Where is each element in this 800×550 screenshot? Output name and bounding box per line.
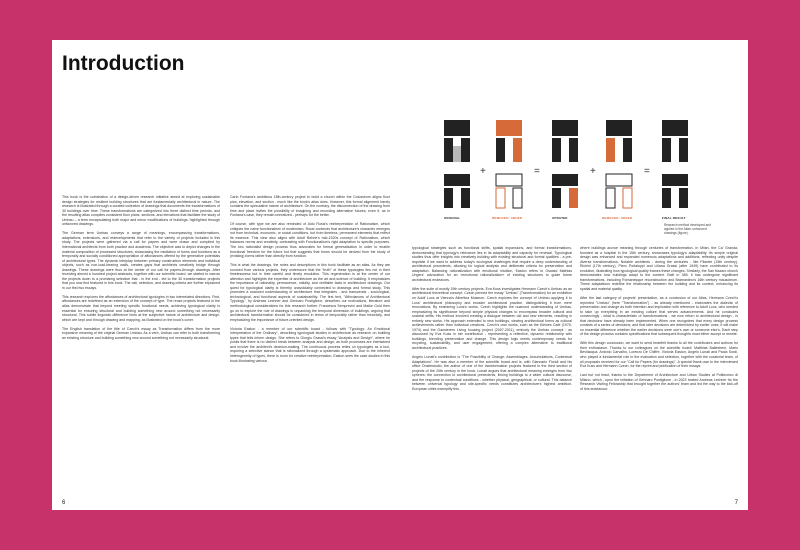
body-paragraph: Of course, with type we are also reminded of Aldo Rossi's reinterpretation of Rationalism, which critiques the naive functionalism of modernism. Rossi contends that architecture's character emerges not from technical, economic, or social conditions, but from timeless, permanent elements that reflect its essence. This view also aligns with Adolf Behne's mid-1920s concept of Rationalism, which balances norms and creativity, contrasting with Functionalism's rigid adaptation to specific purposes. The two rationalist design process thus advocates for formal generalization in order to enable functional freedom for the future but that suggests that forms should be derived from the study of (existing) forms rather than directly from function.: [230, 222, 390, 259]
body-paragraph: The English translation of the title of Czech's essay as Transformation differs from the more expansive meaning of the original German Umbau. As a verb, Umbau can refer to both transforming an existing structure and building something new around something not necessarily structural.: [62, 326, 220, 340]
right-column-1: [412, 246, 572, 496]
transformation-diagram: [440, 112, 740, 232]
left-page: [52, 40, 400, 510]
page-title: Introduction: [62, 52, 185, 75]
removed-added-step-graphic: [496, 120, 522, 208]
step-label-original: ORIGINAL: [444, 216, 461, 220]
body-paragraph: With this design conclusion, we want to send heartfelt thanks to all the contributors and authors for their enthusiasm. Thanks to our colleagues on the scientific board: Matthias Ballestrem, Mario Bevilacqua, Antonio Carvalho, Lorenzo De Chiffre, Victoria Easton, Angelo Lunati and Paola Sordi, who played a fundamental role in the evaluation and selection, together with the curatorial team, of all proposals received for our "Call for Papers (for drawings)". A special thank owe to the interviewed Eva Kuss and Hermann Czech, for the reprint and publication of their essays.: [580, 341, 738, 369]
body-paragraph: This book is the culmination of a design-driven research initiative aimed at exploring sustainable design strategies for resilient building structures that are fundamentally architectural in nature. The research is illustrated through a curated collection of drawings that documents the transformations of 30 buildings over time. These transformations are categorized into three distinct time periods, and the resulting atlas compiles consistent floor plans, sections, and elevations that facilitate the study of Umbau – a term encapsulating both major and minor modifications of buildings, highlighted through unfavored drawings.: [62, 195, 220, 227]
step-label-final-result: FINAL RESULT: [662, 216, 686, 220]
left-column-1: [62, 195, 220, 493]
body-paragraph: This research explores the affordances of architectural typologies in two interrelated directions. First, affordances are redefined as an extension of the concept of type. The reuse projects featured in the atlas demonstrate that beyond meeting specific functional needs, achieving typological clarity is essential for ensuring structural and building something new around something not necessarily structural. This subtle linguistic difference hints at the subjective nature of architecture and design, which are kept and through drawing and mapping, as illustrated on the book's cover.: [62, 294, 220, 322]
removed-added-step-2-graphic: [606, 120, 632, 208]
svg-text:+: +: [480, 166, 486, 177]
svg-text:=: =: [644, 166, 650, 177]
body-paragraph: typological strategies such as functional shifts, spatial expansions, and formal transformations, demonstrating that typology's relevance lies in its adaptability and capacity for renewal. Typological studies thus offer insights into creatively building with existing structural and formal qualities - a pre-requisite if we want to address today's ecological challenges that require a deep understanding of architectural precedents, allowing for logical analysis and deliberate criteria for preservation and adaptation. Balancing rationalization with emotional intuition, Easton refers to Oswald Mathias Ungers' advocation for an «emotional rationalization» of existing structures to guide future architectural endeavors.: [412, 246, 572, 282]
body-paragraph: This is what the drawings, the notes and descriptions in this book facilitate as an atlas. As they are sourced from various projects, they underscore that the "truth" of these typologies lies not in their timelessness but in their careful and timely resolution. This regeneration is at the center of our attention and highlights the expertise of architecture as the art and science of building. It emphasizes the importance of rationality, permanence, validity, and verifiable facts in architecture drawings. Our quest for typological clarity is thereby unavoidably connected to drawings and formal study. This promotes a nuanced understanding of architecture that integrates - and transcends - sociological, technological, and functional aspects of sustainability. The first text, "Affordances of Architectural Typology", by Andreas Lechner and Gennaro Postiglione, describes our motivations, literature and methodological considerations for this research further. Francesca Semprevivi and Maike Gold then go on to explore the role of drawings in unpacking the temporal dimension of buildings, arguing that architectural transformation should be considered in terms of temporality rather than historicity, and emphasizing the importance of future-oriented design.: [230, 263, 390, 322]
original-step-graphic: [444, 120, 470, 208]
left-column-2: [230, 195, 390, 493]
final-result-step-graphic: [662, 120, 688, 208]
right-page: [400, 40, 748, 510]
updated-step-graphic: [552, 120, 578, 208]
body-paragraph: After the suite of mostly 19th century projects, Eva Kuss investigates Hermann Czech's Umbau as an architectural theoretical concept. Czech penned the essay "Umbau" (Transformation) for an exhibition on Adolf Loos at Vienna's Albertina Museum. Czech explores the concept of Umbau applying it to Loos' architectural philosophy and broader architectural practice, distinguishing it from mere renovations. By examining Loos's works, Czech highlights the nuanced understanding of Umbau, emphasizing its significance beyond simple physical changes to encompass broader cultural and societal shifts. His method involved creating a dialogue between old and new elements, resulting in entirely new works. His approach extended to new buildings, viewing architectural forms as cultural achievements rather than individual creations. Czech's own works, such as the Kleines Café (1970-1974) and the Gansterers Living housing project (2007-2011), embody the Umbau concept - as discussed by Eva Kuss in her contribution - representing a reflective, dynamic relationship with buildings, blending preservation and change. This design logic meets contemporary needs for recycling, sustainability, and user engagement, offering a complex alternative to traditional architectural practices.: [412, 286, 572, 350]
step-label-updated: UPDATED: [552, 216, 568, 220]
right-column-2: [580, 246, 738, 496]
svg-text:+: +: [590, 166, 596, 177]
body-paragraph: Carlo Fontana's ambitious 18th-century project to build a church within the Colosseum aligns floor plan, elevation, and section - much like the book's atlas does. However, this formal alignment barely contains the speculative nature of architecture. On the contrary, the disconnection of the drawing from time and place invites the possibility of imagining and recording alternative futures, even if, as in Fontana's case, they remain unrealized - perhaps for the better.: [230, 195, 390, 218]
body-paragraph: Angelo Lunati's contribution is "The Possibility of Change: Assemblages, Accumulations, Contextual Adaptations". He was also a member of the scientific board and is, with Giancarlo Floridi and his office Onsitestudio, the author of one of the transformation projects featured in the third section of projects of the 20th century in the book. Lunati argues that architectural meaning emerges from two spheres: the connection to architectural precedents, linking buildings to a wider cultural discourse, and the response to contextual conditions - whether physical, geographical, or cultural. This balance between universal typology and site-specific needs constitutes architecture's highest ambition. European cities exemplify this,: [412, 355, 572, 391]
body-paragraph: where buildings accrue meaning through centuries of transformation. In Milan, the Ca' Granda, founded as a hospital in the 15th century, showcases typology's adaptability. Its simple original design was enhanced and expanded numerous adaptations and additions, reflecting unity despite diverse transformations. Notable architects - during the centuries - like Filarete (15th century), Richini (17th century), Piero Portaluppi and Liliana Grassi (after 1949) have contributed to its evolution, illustrating how typological quality frames these changes. Similarly, the San Nazaro church demonstrates how buildings adapt to the context. Built in 385, it has undergone significant transformations, including Romanesque reconstruction and Bramantino's 16th century mausoleum. These adaptations redefine the relationship between the building and its context, enhancing its spatial and material quality.: [580, 246, 738, 291]
body-paragraph: Last but not least, thanks to the Department of Architecture and Urban Studies at Politecnico di Milano, which - upon the initiation of Gennaro Postiglione - in 2023 hosted Andreas Lechner for the Research Visiting Fellowship that brought together the authors' team and led the way to the kick-off of this endeavour.: [580, 373, 738, 391]
research-method-figure: [440, 112, 740, 235]
body-paragraph: The German term Umbau conveys a range of meanings, encompassing transformations, adaptations, extensions, and redevelopments that refer to the variety of projects included in this study. The projects were gathered via a call for papers and were drawn and compiled by international architects from both practice and academia. The objective was to depict changes in the material composition of processed structures, showcasing the mediation of forms and functions as a temporally and socially conditioned appropriation of affordances offered by the generative potentials of architectural types. The dynamic interplay between primary construction elements and individual objects, such as non-load-bearing walls, creates gaps that architects creatively bridge through drawings. These drawings were thus at the center of our call for papers-through drawings. After receiving almost a hundred project abstracts, together with our scientific board, we started to narrow the projects down to a promising selection that - in the end - led to the 30 transformation projects that you now find featured in this book. The call, selection, and drawing criteria are further explained in our first two essays.: [62, 231, 220, 290]
body-paragraph: After the last category of projects' presentation, as a conclusion of our Atlas, Hermann Czech's reprinted "Umbau" (here "Transformation") - as already mentioned - elaborates the dialectic of preservation and change as both intention and implication with reference to Adolf Loos, who needed to take up everything in an existing culture that serves advancements. And he concludes convincingly - what is characteristic of transformations - we now return to architectural design - is that decisions have already been implemented. When one recognizes that every design process consists of a series of decisions, and that later decisions are determined by earlier ones, it will make no essential difference whether the earlier decisions were one's own or someone else's. Each step of the design process contains specifications that subsequent thoughts must either accept or rewrite.: [580, 295, 738, 337]
step-label-removed-added-2: REMOVED: ADDED: [602, 216, 633, 220]
page-number-right: 7: [734, 500, 738, 506]
body-paragraph: Victoria Easton - a member of our scientific board - follows with "Typology: An Emotional Interpretation of the Ordinary", describing typological studies in architecture as research on building types that tells inform design. She refers to Giorgio Grassi's essay "Analysis and Design", where he posits that there is no distinct break between analysis and design, as both processes are intertwined and involve the architect's decision-making. The continuous process relies on typologies as a tool, requiring a selective stance that is rationalized through a systematic approach. Due to the inherent heterogeneity of types, there is room for creative reinterpretation. Easton sees the case studies in this book illustrating various: [230, 326, 390, 363]
figure-caption: Research method developed and applied in the Atlas: unfavored drawings (figure).: [664, 223, 711, 235]
page-number-left: 6: [62, 500, 66, 506]
svg-text:=: =: [534, 166, 540, 177]
step-label-removed-added: REMOVED: ADDED: [492, 216, 523, 220]
